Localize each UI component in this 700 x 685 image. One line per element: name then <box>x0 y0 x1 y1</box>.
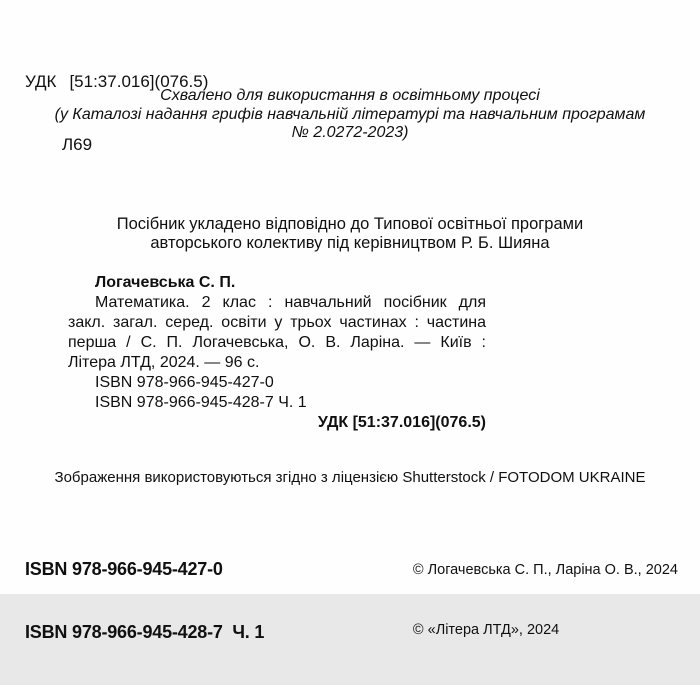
biblio-description-line: Літера ЛТД, 2024. — 96 с. <box>68 354 260 371</box>
author-letter-code: Л69 <box>62 135 93 154</box>
approval-line: № 2.0272-2023) <box>291 124 409 141</box>
biblio-isbn-line: ISBN 978-966-945-428-7 Ч. 1 <box>95 394 307 411</box>
biblio-isbn-line: ISBN 978-966-945-427-0 <box>95 374 274 391</box>
biblio-description-line: перша / С. П. Логачевська, О. В. Ларіна. — Київ : <box>68 334 486 351</box>
program-note-line: авторського колективу під керівництвом Р. Б. Шияна <box>150 234 550 252</box>
footer-isbn-line: ISBN 978-966-945-428-7 Ч. 1 <box>25 622 265 642</box>
footer-isbn-line: ISBN 978-966-945-427-0 <box>25 559 223 579</box>
biblio-description-line: закл. загал. серед. освіти у трьох частинах : частина <box>68 314 486 331</box>
biblio-udc-line: УДК [51:37.016](076.5) <box>317 414 486 431</box>
program-note-line: Посібник укладено відповідно до Типової освітньої програми <box>116 215 584 233</box>
biblio-author: Логачевська С. П. <box>95 274 236 291</box>
bibliographic-record <box>68 273 486 433</box>
udc-label: УДК <box>25 72 57 91</box>
approval-note <box>0 87 700 143</box>
approval-line: Схвалено для використання в освітньому процесі <box>160 87 540 104</box>
footer-copyright-block <box>413 520 678 680</box>
approval-line: (у Каталозі надання грифів навчальній літературі та навчальним програмам <box>54 105 646 123</box>
biblio-description-line: Математика. 2 клас : навчальний посібник для <box>95 294 486 311</box>
udc-number: [51:37.016](076.5) <box>69 72 209 91</box>
copyright-line: © Логачевська С. П., Ларіна О. В., 2024 <box>412 562 678 578</box>
license-note: Зображення використовуються згідно з ліцензією Shutterstock / FOTODOM UKRAINE <box>54 469 646 486</box>
footer-isbn-block <box>25 517 264 685</box>
program-note <box>0 215 700 253</box>
copyright-line: © «Літера ЛТД», 2024 <box>412 622 560 638</box>
